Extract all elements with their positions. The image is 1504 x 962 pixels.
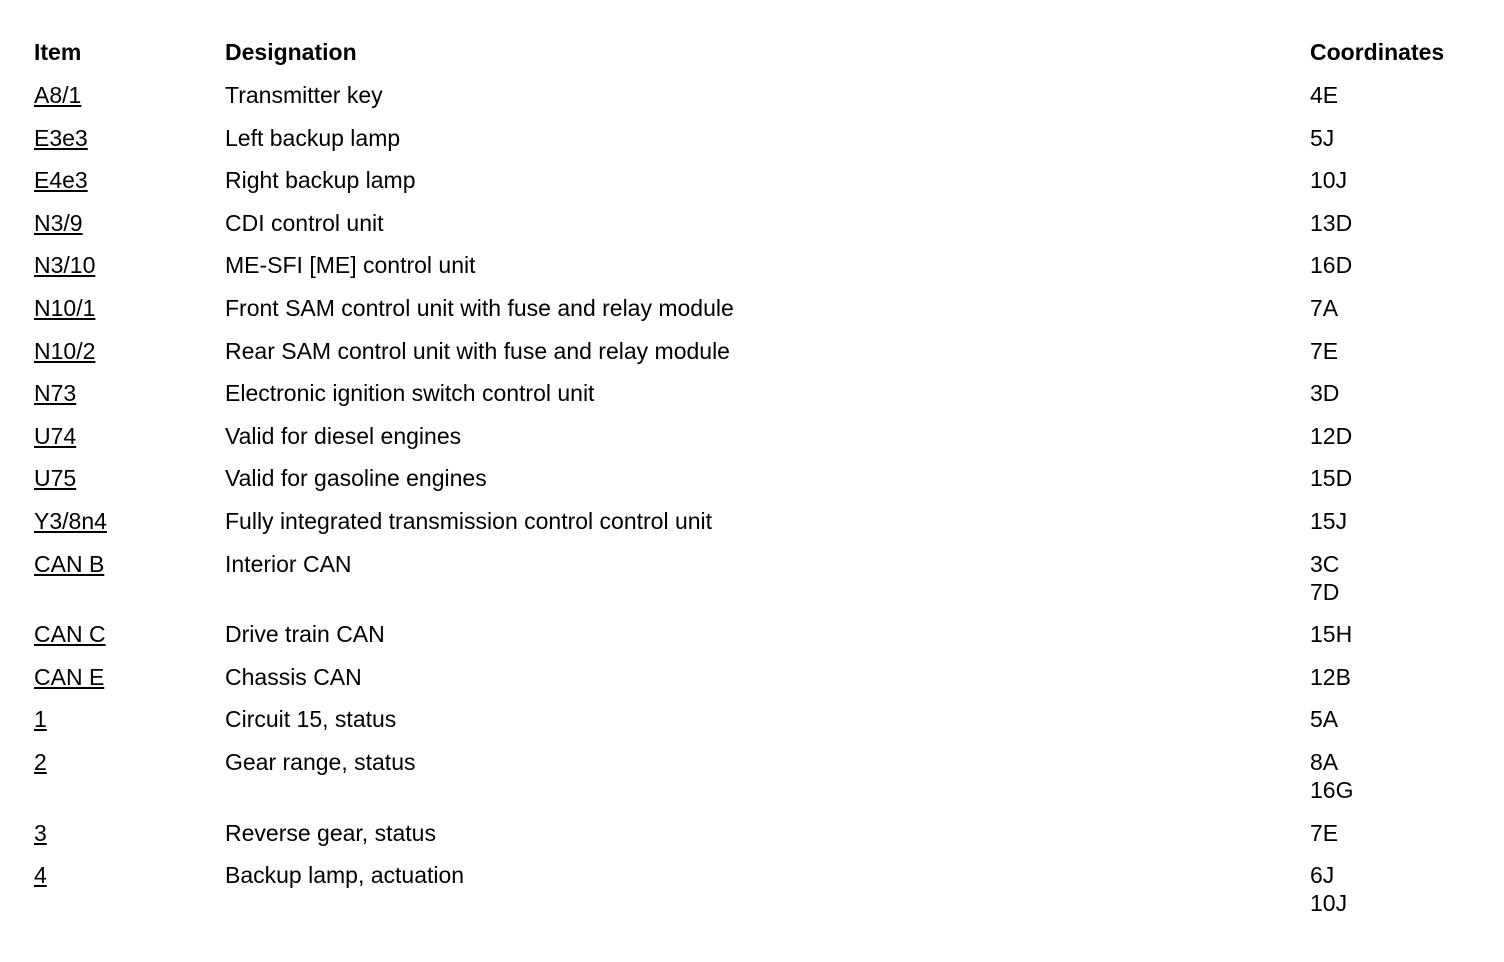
item-cell (34, 124, 225, 167)
coordinates-cell (1310, 705, 1474, 748)
table-row (34, 337, 1474, 380)
item-link[interactable]: U75 (34, 465, 77, 492)
item-cell (34, 209, 225, 252)
designation-cell: Drive train CAN (225, 621, 385, 648)
item-cell (34, 507, 225, 550)
table-row (34, 294, 1474, 337)
item-link[interactable]: 2 (34, 748, 47, 775)
item-link[interactable]: CAN B (34, 550, 105, 577)
coordinates-cell (1310, 422, 1474, 465)
coordinate-value: 15H (1310, 621, 1353, 648)
item-cell (34, 748, 225, 819)
coordinate-value: 7E (1310, 819, 1339, 846)
designation-cell: Left backup lamp (225, 124, 401, 151)
item-cell (34, 705, 225, 748)
coordinates-cell (1310, 251, 1474, 294)
coordinate-value: 6J (1310, 862, 1335, 889)
designation-cell: Front SAM control unit with fuse and relay module (225, 294, 734, 321)
designation-cell: Valid for gasoline engines (225, 465, 487, 492)
item-cell (34, 422, 225, 465)
coordinate-value: 3C (1310, 550, 1340, 577)
coordinate-value: 4E (1310, 82, 1339, 108)
designation-cell: Gear range, status (225, 748, 416, 775)
coordinates-cell (1310, 166, 1474, 209)
table-row (34, 251, 1474, 294)
designation-cell: Electronic ignition switch control unit (225, 380, 595, 407)
designation-cell: Right backup lamp (225, 167, 416, 194)
table-body (34, 81, 1474, 932)
coordinates-cell (1310, 550, 1474, 621)
coordinates-cell (1310, 819, 1474, 862)
header-coordinates: Coordinates (1310, 39, 1445, 65)
item-link[interactable]: A8/1 (34, 82, 82, 108)
coordinate-value: 7D (1310, 578, 1340, 605)
coordinate-value: 10J (1310, 890, 1348, 917)
item-link[interactable]: Y3/8n4 (34, 507, 107, 534)
coordinates-cell (1310, 294, 1474, 337)
item-link[interactable]: N73 (34, 380, 77, 407)
item-link[interactable]: CAN E (34, 663, 105, 690)
coordinate-value: 7E (1310, 337, 1339, 364)
item-link[interactable]: 1 (34, 706, 47, 733)
item-cell (34, 550, 225, 621)
designation-cell: CDI control unit (225, 209, 384, 236)
coordinate-value: 15D (1310, 465, 1353, 492)
designation-cell: Rear SAM control unit with fuse and relay module (225, 337, 730, 364)
coordinates-cell (1310, 337, 1474, 380)
item-cell (34, 81, 225, 124)
designation-cell: ME-SFI [ME] control unit (225, 252, 476, 279)
header-row (34, 38, 1474, 81)
coordinates-cell (1310, 620, 1474, 663)
designation-cell: Backup lamp, actuation (225, 862, 465, 889)
item-cell (34, 620, 225, 663)
table-row (34, 209, 1474, 252)
header-designation: Designation (225, 39, 357, 65)
table-row (34, 819, 1474, 862)
table-row (34, 663, 1474, 706)
item-link[interactable]: E4e3 (34, 167, 88, 194)
coordinate-value: 16D (1310, 252, 1353, 279)
legend-table (34, 38, 1474, 932)
item-link[interactable]: N3/10 (34, 252, 96, 279)
designation-cell: Circuit 15, status (225, 706, 397, 733)
item-cell (34, 166, 225, 209)
coordinates-cell (1310, 663, 1474, 706)
table-row (34, 507, 1474, 550)
coordinates-cell (1310, 379, 1474, 422)
table-row (34, 550, 1474, 621)
coordinates-cell (1310, 81, 1474, 124)
coordinate-value: 5J (1310, 124, 1335, 151)
item-link[interactable]: 4 (34, 862, 47, 889)
coordinates-cell (1310, 507, 1474, 550)
table-row (34, 620, 1474, 663)
coordinate-value: 15J (1310, 507, 1348, 534)
item-cell (34, 861, 225, 932)
table-row (34, 81, 1474, 124)
table-row (34, 379, 1474, 422)
coordinates-cell (1310, 748, 1474, 819)
coordinate-value: 12B (1310, 663, 1351, 690)
designation-cell: Valid for diesel engines (225, 422, 462, 449)
coordinates-cell (1310, 209, 1474, 252)
item-link[interactable]: 3 (34, 819, 47, 846)
coordinate-value: 16G (1310, 776, 1354, 803)
coordinate-value: 7A (1310, 294, 1339, 321)
table-row (34, 861, 1474, 932)
item-link[interactable]: N10/2 (34, 337, 96, 364)
item-cell (34, 464, 225, 507)
table-row (34, 464, 1474, 507)
coordinate-value: 10J (1310, 167, 1348, 194)
header-item: Item (34, 39, 82, 65)
item-cell (34, 379, 225, 422)
item-link[interactable]: N10/1 (34, 294, 96, 321)
coordinate-value: 8A (1310, 748, 1339, 775)
table-row (34, 705, 1474, 748)
coordinate-value: 5A (1310, 706, 1339, 733)
table-row (34, 166, 1474, 209)
coordinates-cell (1310, 124, 1474, 167)
item-cell (34, 663, 225, 706)
designation-cell: Transmitter key (225, 82, 383, 108)
table-row (34, 124, 1474, 167)
designation-cell: Fully integrated transmission control control unit (225, 507, 713, 534)
coordinate-value: 13D (1310, 209, 1353, 236)
item-link[interactable]: U74 (34, 422, 77, 449)
item-link[interactable]: CAN C (34, 621, 106, 648)
item-cell (34, 337, 225, 380)
coordinates-cell (1310, 861, 1474, 932)
table-row (34, 422, 1474, 465)
coordinate-value: 12D (1310, 422, 1353, 449)
table-header (34, 38, 1474, 81)
item-link[interactable]: N3/9 (34, 209, 83, 236)
coordinates-cell (1310, 464, 1474, 507)
designation-cell: Reverse gear, status (225, 819, 436, 846)
item-cell (34, 819, 225, 862)
designation-cell: Chassis CAN (225, 663, 362, 690)
designation-cell: Interior CAN (225, 550, 352, 577)
item-cell (34, 251, 225, 294)
coordinate-value: 3D (1310, 380, 1340, 407)
item-link[interactable]: E3e3 (34, 124, 88, 151)
table-row (34, 748, 1474, 819)
item-cell (34, 294, 225, 337)
